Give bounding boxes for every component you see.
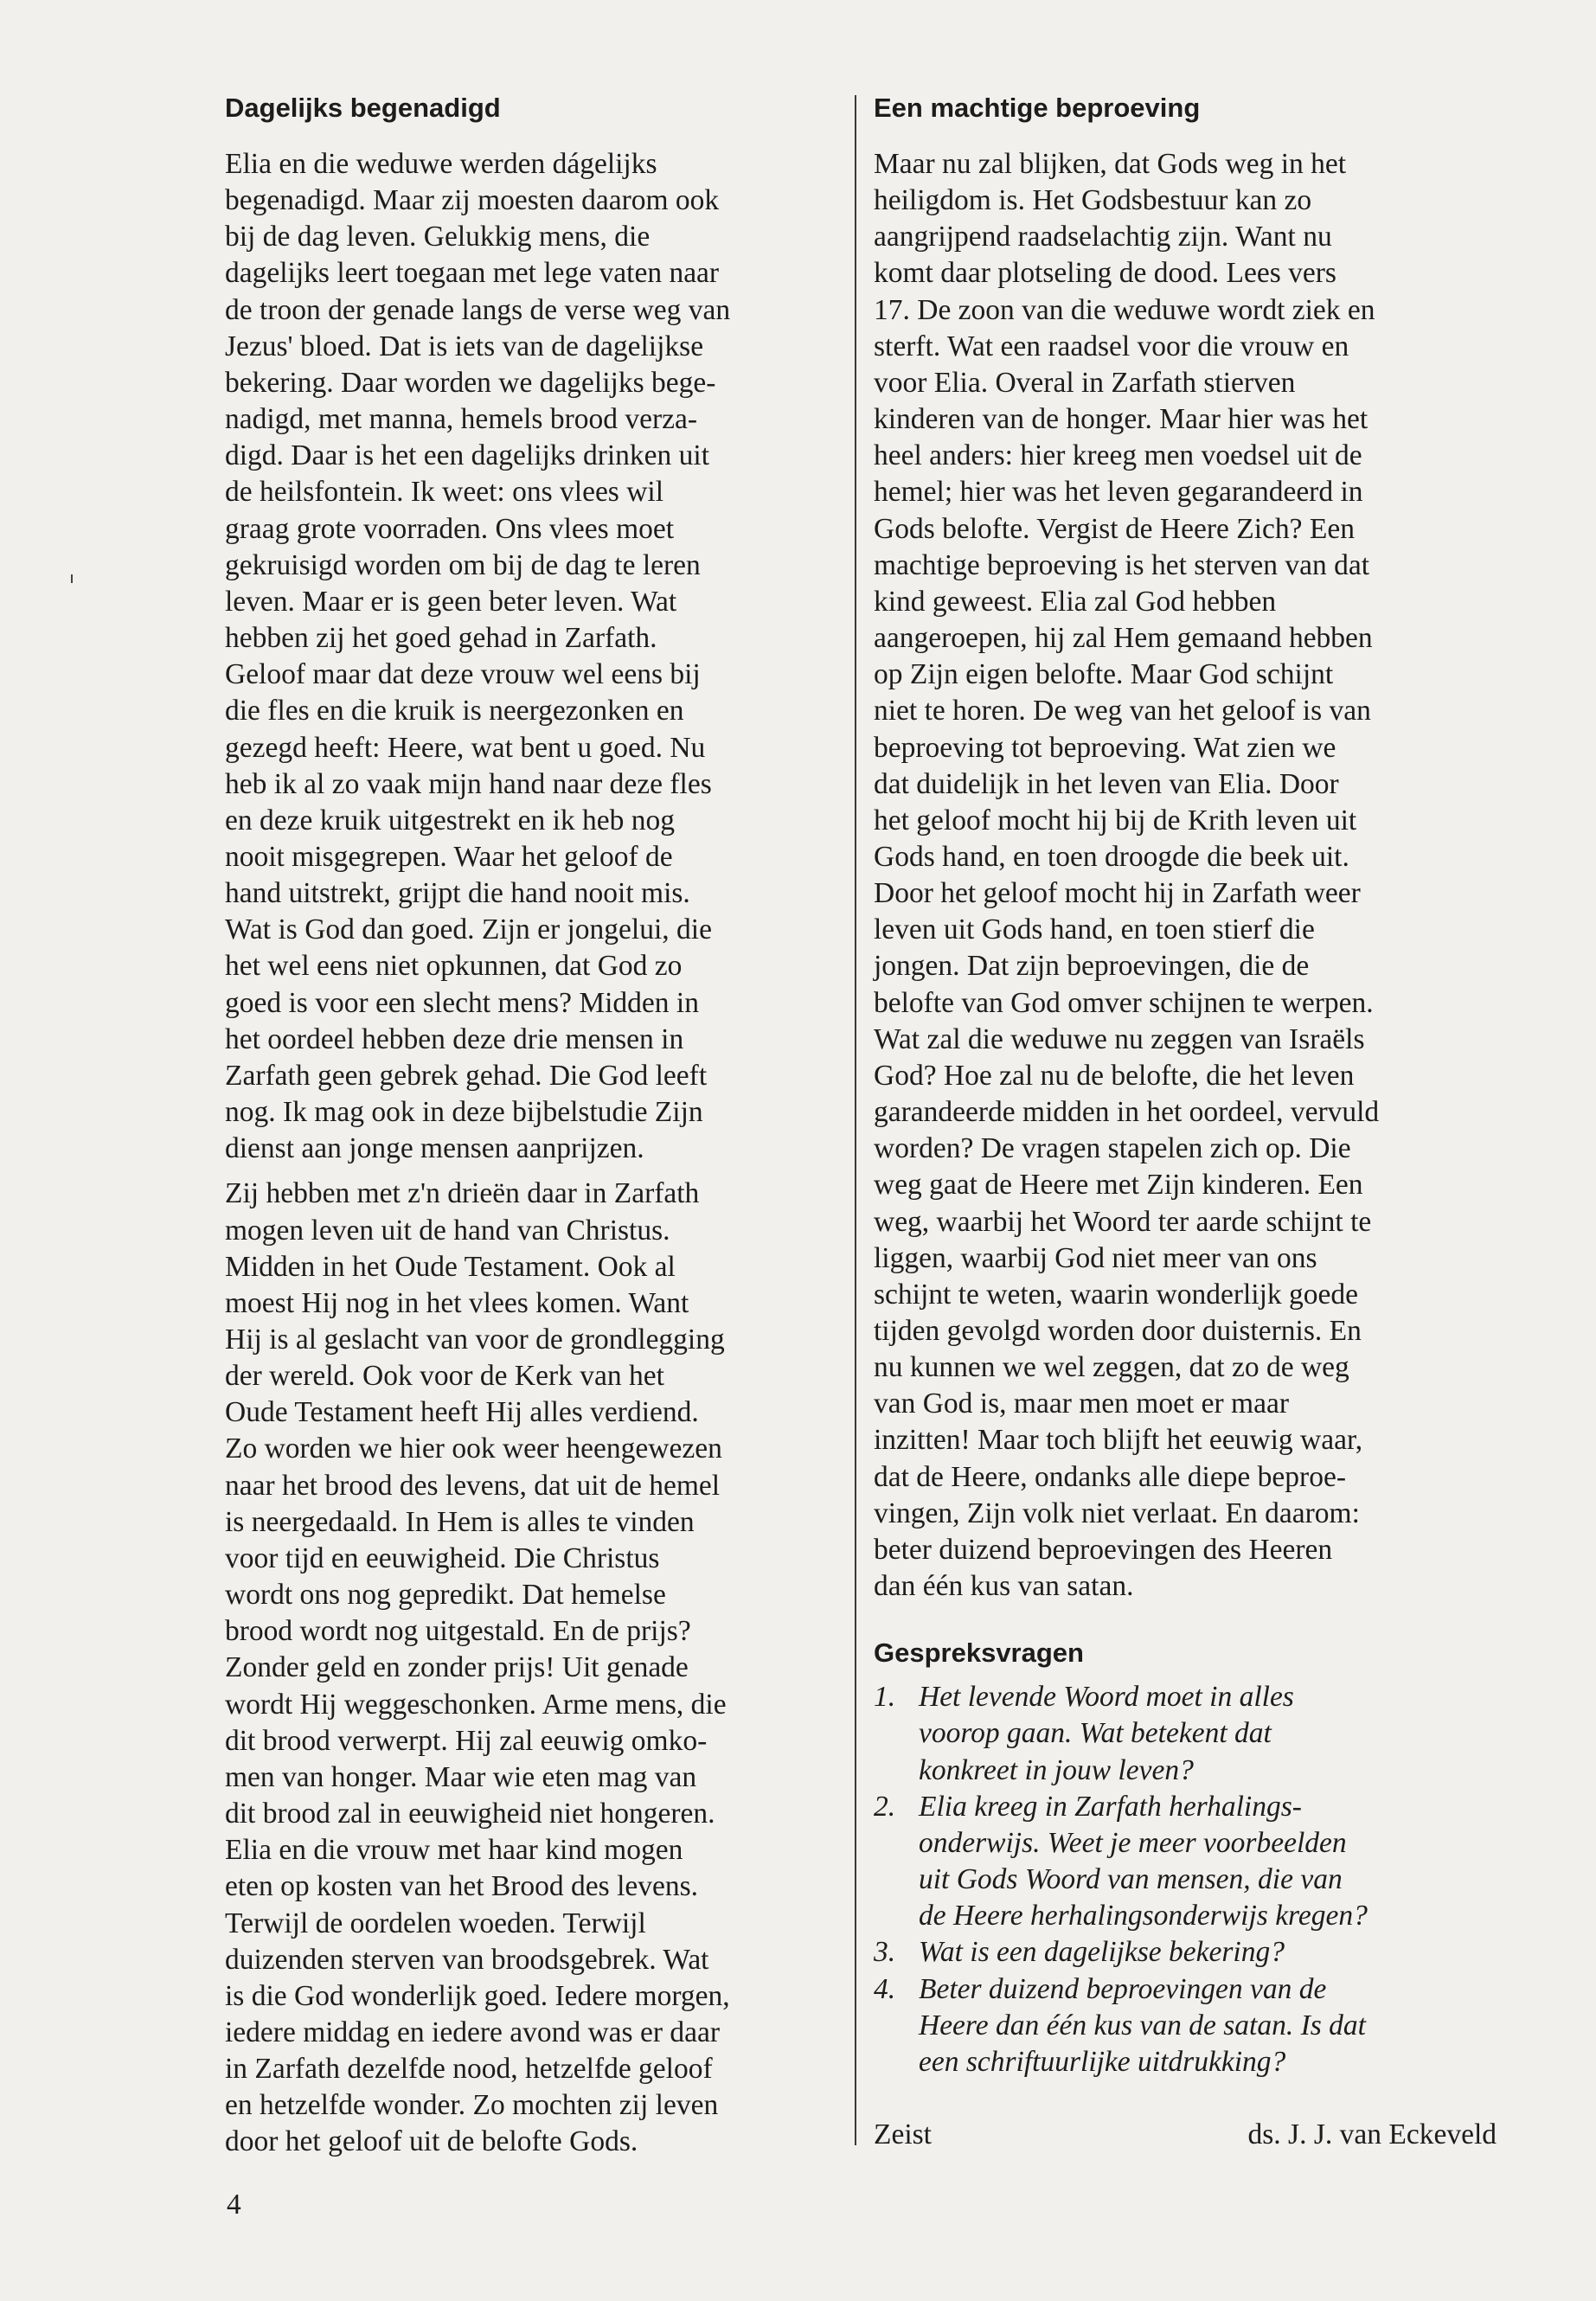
text-line: Gods hand, en toen droogde die beek uit. [874,840,1349,873]
text-line: bekering. Daar worden we dagelijks bege- [225,366,716,399]
text-line: begenadigd. Maar zij moesten daarom ook [225,184,720,217]
section-title-een-machtige-beproeving: Een machtige beproeving [874,93,1201,123]
text-line: Terwijl de oordelen woeden. Terwijl [225,1907,646,1939]
text-line: hebben zij het goed gehad in Zarfath. [225,622,657,655]
page-number: 4 [227,2189,241,2221]
text-line: Zij hebben met z'n drieën daar in Zarfath [225,1177,700,1210]
text-line: moest Hij nog in het vlees komen. Want [225,1286,689,1319]
text-line: hemel; hier was het leven gegarandeerd in [874,476,1363,509]
question-item [874,1934,1497,1971]
text-line: Elia en die weduwe werden dágelijks [225,148,657,180]
text-line: dan één kus van satan. [874,1570,1134,1603]
text-line: sterft. Wat een raadsel voor die vrouw en [874,330,1349,362]
text-line: Wat zal die weduwe nu zeggen van Israëls [874,1022,1365,1055]
text-line: bij de dag leven. Gelukkig mens, die [225,221,651,253]
text-line: graag grote voorraden. Ons vlees moet [225,512,675,545]
paragraph [225,146,848,1167]
text-line: weg, waarbij het Woord ter aarde schijnt te [874,1205,1372,1238]
text-line: eten op kosten van het Brood des levens. [225,1870,699,1903]
text-line: Midden in het Oude Testament. Ook al [225,1250,676,1283]
text-line: door het geloof uit de belofte Gods. [225,2125,638,2158]
questions-list [874,1679,1497,2080]
text-line: iedere middag en iedere avond was er daar [225,2016,721,2048]
text-line: niet te horen. De weg van het geloof is van [874,695,1371,727]
text-line: komt daar plotseling de dood. Lees vers [874,257,1336,290]
text-line: Geloof maar dat deze vrouw wel eens bij [225,658,701,691]
text-line: tijden gevolgd worden door duisternis. En [874,1315,1362,1347]
text-line: is neergedaald. In Hem is alles te vinden [225,1505,695,1538]
question-line: Wat is een dagelijkse bekering? [919,1936,1285,1969]
text-line: kinderen van de honger. Maar hier was het [874,403,1368,436]
text-line: aangrijpend raadselachtig zijn. Want nu [874,221,1332,253]
text-line: duizenden sterven van broodsgebrek. Wat [225,1943,709,1976]
text-line: dat de Heere, ondanks alle diepe beproe- [874,1460,1346,1493]
text-line: gezegd heeft: Heere, wat bent u goed. Nu [225,731,706,764]
text-line: Elia en die vrouw met haar kind mogen [225,1834,683,1867]
text-line: in Zarfath dezelfde nood, hetzelfde geloof [225,2053,713,2086]
question-text [919,1971,1497,2080]
text-line: het geloof mocht hij bij de Krith leven uit [874,804,1357,836]
section-title-dagelijks-begenadigd: Dagelijks begenadigd [225,93,501,123]
question-line: een schriftuurlijke uitdrukking? [919,2045,1286,2078]
question-line: Beter duizend beproevingen van de [919,1972,1327,2005]
questions-title: Gespreksvragen [874,1638,1084,1669]
question-item [874,1789,1497,1935]
question-line: uit Gods Woord van mensen, die van [919,1863,1343,1896]
text-line: het wel eens niet opkunnen, dat God zo [225,950,683,983]
text-line: beter duizend beproevingen des Heeren [874,1533,1333,1566]
text-line: dagelijks leert toegaan met lege vaten naar [225,257,720,290]
text-line: Oude Testament heeft Hij alles verdiend. [225,1396,699,1429]
text-line: voor tijd en eeuwigheid. Die Christus [225,1541,660,1574]
question-number: 3. [874,1936,896,1969]
text-line: nooit misgegrepen. Waar het geloof de [225,840,673,873]
question-line: onderwijs. Weet je meer voorbeelden [919,1826,1347,1859]
text-line: Hij is al geslacht van voor de grondlegging [225,1324,725,1356]
text-line: wordt ons nog gepredikt. Dat hemelse [225,1579,666,1612]
text-line: Wat is God dan goed. Zijn er jongelui, die [225,913,712,946]
text-line: Jezus' bloed. Dat is iets van de dagelijkse [225,330,704,362]
text-line: voor Elia. Overal in Zarfath stierven [874,366,1296,399]
text-line: leven uit Gods hand, en toen stierf die [874,913,1315,946]
text-line: dit brood zal in eeuwigheid niet hongeren. [225,1798,715,1830]
text-line: vingen, Zijn volk niet verlaat. En daarom: [874,1497,1360,1529]
text-line: hand uitstrekt, grijpt die hand nooit mis. [225,877,690,910]
text-line: worden? De vragen stapelen zich op. Die [874,1132,1351,1165]
text-line: der wereld. Ook voor de Kerk van het [225,1360,664,1393]
text-line: en deze kruik uitgestrekt en ik heb nog [225,804,676,836]
right-column-body [874,146,1497,1605]
text-line: men van honger. Maar wie eten mag van [225,1760,697,1793]
text-line: op Zijn eigen belofte. Maar God schijnt [874,658,1334,691]
text-line: jongen. Dat zijn beproevingen, die de [874,950,1310,983]
text-line: en hetzelfde wonder. Zo mochten zij leven [225,2089,719,2122]
text-line: goed is voor een slecht mens? Midden in [225,986,699,1019]
text-line: mogen leven uit de hand van Christus. [225,1214,670,1247]
left-column-body [225,146,848,2161]
text-line: garandeerde midden in het oordeel, vervuld [874,1096,1380,1129]
signature [874,2117,1497,2153]
question-line: voorop gaan. Wat betekent dat [919,1717,1272,1750]
text-line: gekruisigd worden om bij de dag te leren [225,548,701,581]
question-text [919,1679,1497,1788]
text-line: Maar nu zal blijken, dat Gods weg in het [874,148,1347,180]
text-line: de heilsfontein. Ik weet: ons vlees wil [225,476,664,509]
question-number: 1. [874,1681,896,1714]
question-line: Elia kreeg in Zarfath herhalings- [919,1790,1302,1823]
question-text [919,1934,1497,1971]
text-line: wordt Hij weggeschonken. Arme mens, die [225,1688,727,1721]
left-column [225,91,848,2161]
paragraph [225,1176,848,2160]
text-line: weg gaat de Heere met Zijn kinderen. Een [874,1169,1363,1202]
text-line: belofte van God omver schijnen te werpen. [874,986,1374,1019]
text-line: 17. De zoon van die weduwe wordt ziek en [874,293,1375,326]
text-line: heiligdom is. Het Godsbestuur kan zo [874,184,1312,217]
text-line: dit brood verwerpt. Hij zal eeuwig omko- [225,1724,708,1757]
text-line: Gods belofte. Vergist de Heere Zich? Een [874,512,1355,545]
question-line: Heere dan één kus van de satan. Is dat [919,2009,1366,2041]
text-line: digd. Daar is het een dagelijks drinken uit [225,439,710,472]
paragraph [874,146,1497,1605]
text-line: aangeroepen, hij zal Hem gemaand hebben [874,622,1373,655]
question-item [874,1971,1497,2080]
text-line: inzitten! Maar toch blijft het eeuwig waar, [874,1424,1363,1457]
scan-speck [71,574,73,583]
text-line: leven. Maar er is geen beter leven. Wat [225,585,677,618]
text-line: God? Hoe zal nu de belofte, die het leven [874,1059,1355,1092]
text-line: nu kunnen we wel zeggen, dat zo de weg [874,1351,1349,1384]
text-line: het oordeel hebben deze drie mensen in [225,1022,684,1055]
text-line: liggen, waarbij God niet meer van ons [874,1241,1317,1274]
text-line: schijnt te weten, waarin wonderlijk goede [874,1278,1359,1311]
text-line: van God is, maar men moet er maar [874,1388,1289,1420]
text-line: nadigd, met manna, hemels brood verza- [225,403,698,436]
question-line: konkreet in jouw leven? [919,1753,1194,1786]
question-line: de Heere herhalingsonderwijs kregen? [919,1900,1368,1932]
question-line: Het levende Woord moet in alles [919,1681,1294,1714]
text-line: Zo worden we hier ook weer heengewezen [225,1433,722,1465]
question-number: 4. [874,1972,896,2005]
text-line: dienst aan jonge mensen aanprijzen. [225,1132,644,1165]
text-line: heb ik al zo vaak mijn hand naar deze fles [225,767,712,800]
text-line: beproeving tot beproeving. Wat zien we [874,731,1336,764]
right-column [874,91,1497,2153]
signature-place: Zeist [874,2118,932,2150]
signature-author: ds. J. J. van Eckeveld [1247,2118,1497,2150]
text-line: Door het geloof mocht hij in Zarfath weer [874,877,1361,910]
text-line: kind geweest. Elia zal God hebben [874,585,1277,618]
text-line: nog. Ik mag ook in deze bijbelstudie Zijn [225,1096,703,1129]
question-number: 2. [874,1790,896,1823]
text-line: heel anders: hier kreeg men voedsel uit de [874,439,1362,472]
question-item [874,1679,1497,1788]
text-line: dat duidelijk in het leven van Elia. Door [874,767,1339,800]
text-line: machtige beproeving is het sterven van dat [874,548,1370,581]
text-line: naar het brood des levens, dat uit de hemel [225,1469,721,1502]
question-text [919,1789,1497,1935]
text-line: Zonder geld en zonder prijs! Uit genade [225,1651,689,1684]
text-line: die fles en die kruik is neergezonken en [225,695,684,727]
text-line: Zarfath geen gebrek gehad. Die God leeft [225,1059,708,1092]
text-line: brood wordt nog uitgestald. En de prijs? [225,1615,691,1648]
text-line: de troon der genade langs de verse weg van [225,293,731,326]
text-line: is die God wonderlijk goed. Iedere morgen, [225,1979,730,2012]
column-divider [855,95,856,2145]
